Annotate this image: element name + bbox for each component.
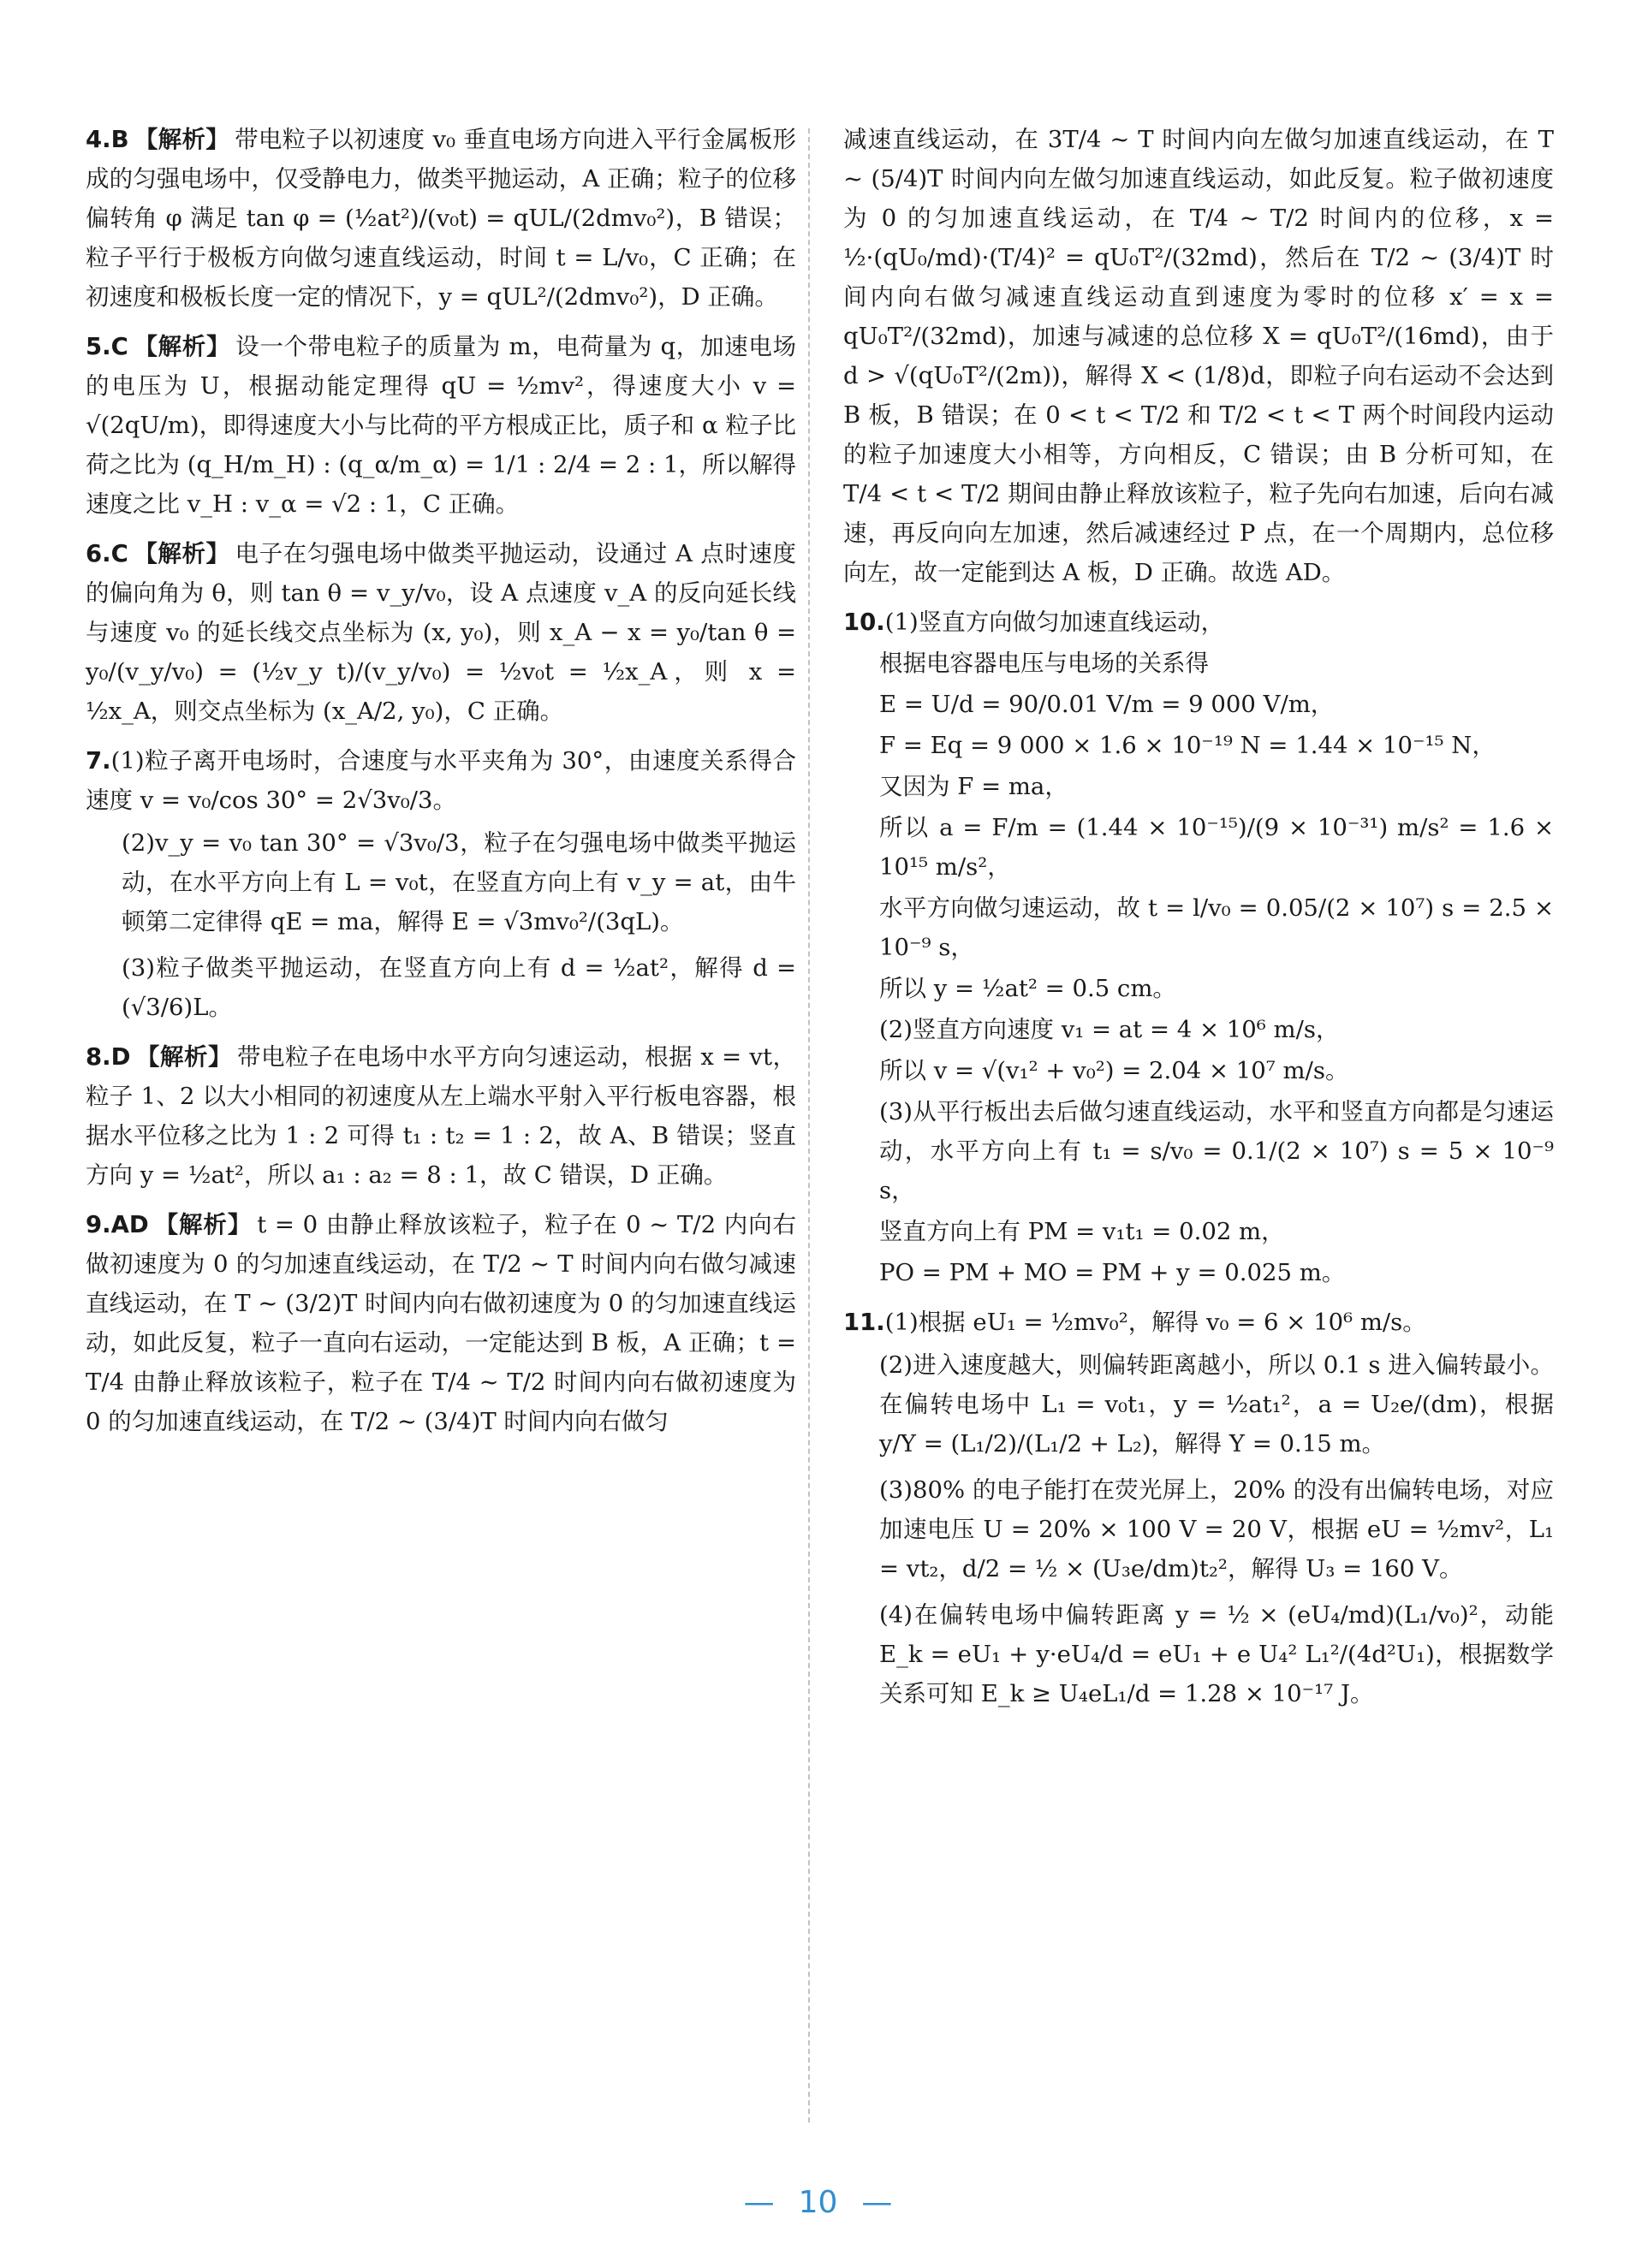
answer-number: 8.D (86, 1043, 131, 1071)
solution-step: PO = PM + MO = PM + y = 0.025 m。 (879, 1259, 1346, 1286)
answer-5 (86, 327, 796, 524)
solution-step: E = U/d = 90/0.01 V/m = 9 000 V/m， (879, 691, 1335, 718)
analysis-tag: 【解析】 (153, 1211, 253, 1238)
answer-number: 5.C (86, 333, 128, 360)
answer-number: 6.C (86, 540, 128, 567)
answer-4 (86, 120, 796, 317)
analysis-tag: 【解析】 (135, 1043, 232, 1071)
answer-text: 电子在匀强电场中做类平抛运动，设通过 A 点时速度的偏向角为 θ，则 tan θ = v_y/v₀，设 A 点速度 v_A 的反向延长线与速度 v₀ 的延长线交点坐标为 (x, y₀)，则 x_A − x = y₀/tan θ = y₀/(v_y/v₀) = (½v_y t)/(v_y/v₀) = ½v₀t = ½x_A，则 x = ½x_A，则交点坐标为 (x_A/2, y₀)，C 正确。 (86, 540, 797, 725)
solution-step: 根据电容器电压与电场的关系得 (879, 650, 1209, 677)
answer-part: (3)粒子做类平抛运动，在竖直方向上有 d = ½at²，解得 d = (√3/6)L。 (122, 954, 796, 1021)
answer-text: 带电粒子在电场中水平方向匀速运动，根据 x = vt，粒子 1、2 以大小相同的初速度从左上端水平射入平行板电容器，根据水平位移之比为 1 : 2 可得 t₁ : t₂ = 1 : 2，故 A、B 错误；竖直方向 y = ½at²，所以 a₁ : a₂ = 8 : 1，故 C 错误，D 正确。 (86, 1043, 796, 1189)
answer-number: 9.AD (86, 1211, 149, 1238)
answer-part: (2)进入速度越大，则偏转距离越小，所以 0.1 s 进入偏转最小。在偏转电场中 L₁ = v₀t₁，y = ½at₁²，a = U₂e/(dm)，根据 y/Y = (L₁/2)/(L₁/2 + L₂)，解得 Y = 0.15 m。 (879, 1351, 1554, 1458)
answer-number: 11. (843, 1309, 885, 1336)
page-footer (0, 2185, 1636, 2220)
solution-step: 所以 v = √(v₁² + v₀²) = 2.04 × 10⁷ m/s。 (879, 1057, 1349, 1084)
solution-step: 所以 y = ½at² = 0.5 cm。 (879, 975, 1176, 1002)
footer-dash: — (743, 2185, 775, 2220)
answer-7 (86, 741, 796, 1027)
answer-11 (843, 1303, 1554, 1713)
analysis-tag: 【解析】 (133, 540, 230, 567)
answer-text: (1)竖直方向做匀加速直线运动， (884, 609, 1225, 636)
answer-number: 7. (86, 747, 111, 775)
analysis-tag: 【解析】 (133, 333, 231, 360)
page-number: 10 (798, 2185, 838, 2220)
solution-step: F = Eq = 9 000 × 1.6 × 10⁻¹⁹ N = 1.44 × 10⁻¹⁵ N， (879, 732, 1496, 759)
answer-9-continued (843, 120, 1554, 592)
answer-text: t = 0 由静止释放该粒子，粒子在 0 ~ T/2 内向右做初速度为 0 的匀加速直线运动，在 T/2 ~ T 时间内向右做匀减速直线运动，在 T ~ (3/2)T 时间内向右做初速度为 0 的匀加速直线运动，如此反复，粒子一直向右运动，一定能达到 B 板，A 正确；t = T/4 由静止释放该粒子，粒子在 T/4 ~ T/2 时间内向右做初速度为 0 的匀加速直线运动，在 T/2 ~ (3/4)T 时间内向右做匀 (86, 1211, 797, 1435)
solution-step: 竖直方向上有 PM = v₁t₁ = 0.02 m， (879, 1218, 1285, 1245)
answer-text: 带电粒子以初速度 v₀ 垂直电场方向进入平行金属板形成的匀强电场中，仅受静电力，做类平抛运动，A 正确；粒子的位移偏转角 φ 满足 tan φ = (½at²)/(v₀t) = qUL/(2dmv₀²)，B 错误；粒子平行于极板方向做匀速直线运动，时间 t = L/v₀，C 正确；在初速度和极板长度一定的情况下，y = qUL²/(2dmv₀²)，D 正确。 (86, 126, 797, 311)
solution-step: 水平方向做匀速运动，故 t = l/v₀ = 0.05/(2 × 10⁷) s = 2.5 × 10⁻⁹ s， (879, 894, 1554, 961)
right-column (843, 120, 1554, 1724)
answer-8 (86, 1037, 796, 1195)
answer-part: (3)80% 的电子能打在荧光屏上，20% 的没有出偏转电场，对应加速电压 U = 20% × 100 V = 20 V，根据 eU = ½mv²，L₁ = vt₂，d/2 = ½ × (U₃e/dm)t₂²，解得 U₃ = 160 V。 (879, 1476, 1554, 1582)
answer-text: 设一个带电粒子的质量为 m，电荷量为 q，加速电场的电压为 U，根据动能定理得 qU = ½mv²，得速度大小 v = √(2qU/m)，即得速度大小与比荷的平方根成正比，质子和 α 粒子比荷之比为 (q_H/m_H) : (q_α/m_α) = 1/1 : 2/4 = 2 : 1，所以解得速度之比 v_H : v_α = √2 : 1，C 正确。 (86, 333, 796, 518)
left-column (86, 120, 796, 1452)
solution-step: 所以 a = F/m = (1.44 × 10⁻¹⁵)/(9 × 10⁻³¹) m/s² = 1.6 × 10¹⁵ m/s²， (879, 814, 1554, 881)
answer-text: (1)根据 eU₁ = ½mv₀²，解得 v₀ = 6 × 10⁶ m/s。 (884, 1309, 1426, 1336)
footer-dash: — (861, 2185, 893, 2220)
answer-number: 4.B (86, 126, 129, 153)
answer-9 (86, 1205, 796, 1441)
answer-text: 减速直线运动，在 3T/4 ~ T 时间内向左做匀加速直线运动，在 T ~ (5/4)T 时间内向左做匀加速直线运动，如此反复。粒子做初速度为 0 的匀加速直线运动，在 T/4 ~ T/2 时间内的位移，x = ½·(qU₀/md)·(T/4)² = qU₀T²/(32md)，然后在 T/2 ~ (3/4)T 时间内向右做匀减速直线运动直到速度为零时的位移 x′ = x = qU₀T²/(32md)，加速与减速的总位移 X = qU₀T²/(16md)，由于 d > √(qU₀T²/(2m))，解得 X < (1/8)d，即粒子向右运动不会达到 B 板，B 错误；在 0 < t < T/2 和 T/2 < t < T 两个时间段内运动的粒子加速度大小相等，方向相反，C 错误；由 B 分析可知，在 T/4 < t < T/2 期间由静止释放该粒子，粒子先向右加速，后向右减速，再反向向左加速，然后减速经过 P 点，在一个周期内，总位移向左，故一定能到达 A 板，D 正确。故选 AD。 (843, 126, 1554, 586)
column-divider (808, 128, 810, 2123)
answer-10 (843, 603, 1554, 1292)
solution-step: (2)竖直方向速度 v₁ = at = 4 × 10⁶ m/s， (879, 1016, 1340, 1043)
answer-6 (86, 534, 796, 731)
solution-step: (3)从平行板出去后做匀速直线运动，水平和竖直方向都是匀速运动，水平方向上有 t₁ = s/v₀ = 0.1/(2 × 10⁷) s = 5 × 10⁻⁹ s， (879, 1098, 1554, 1204)
answer-part: (2)v_y = v₀ tan 30° = √3v₀/3，粒子在匀强电场中做类平抛运动，在水平方向上有 L = v₀t，在竖直方向上有 v_y = at，由牛顿第二定律得 qE = ma，解得 E = √3mv₀²/(3qL)。 (122, 829, 796, 935)
answer-number: 10. (843, 609, 885, 636)
solution-step: 又因为 F = ma， (879, 773, 1068, 800)
analysis-tag: 【解析】 (134, 126, 230, 153)
answer-text: (1)粒子离开电场时，合速度与水平夹角为 30°，由速度关系得合速度 v = v₀/cos 30° = 2√3v₀/3。 (86, 747, 796, 814)
answer-part: (4)在偏转电场中偏转距离 y = ½ × (eU₄/md)(L₁/v₀)²，动能 E_k = eU₁ + y·eU₄/d = eU₁ + e U₄² L₁²/(4d²U₁)，根据数学关系可知 E_k ≥ U₄eL₁/d = 1.28 × 10⁻¹⁷ J。 (879, 1601, 1554, 1707)
